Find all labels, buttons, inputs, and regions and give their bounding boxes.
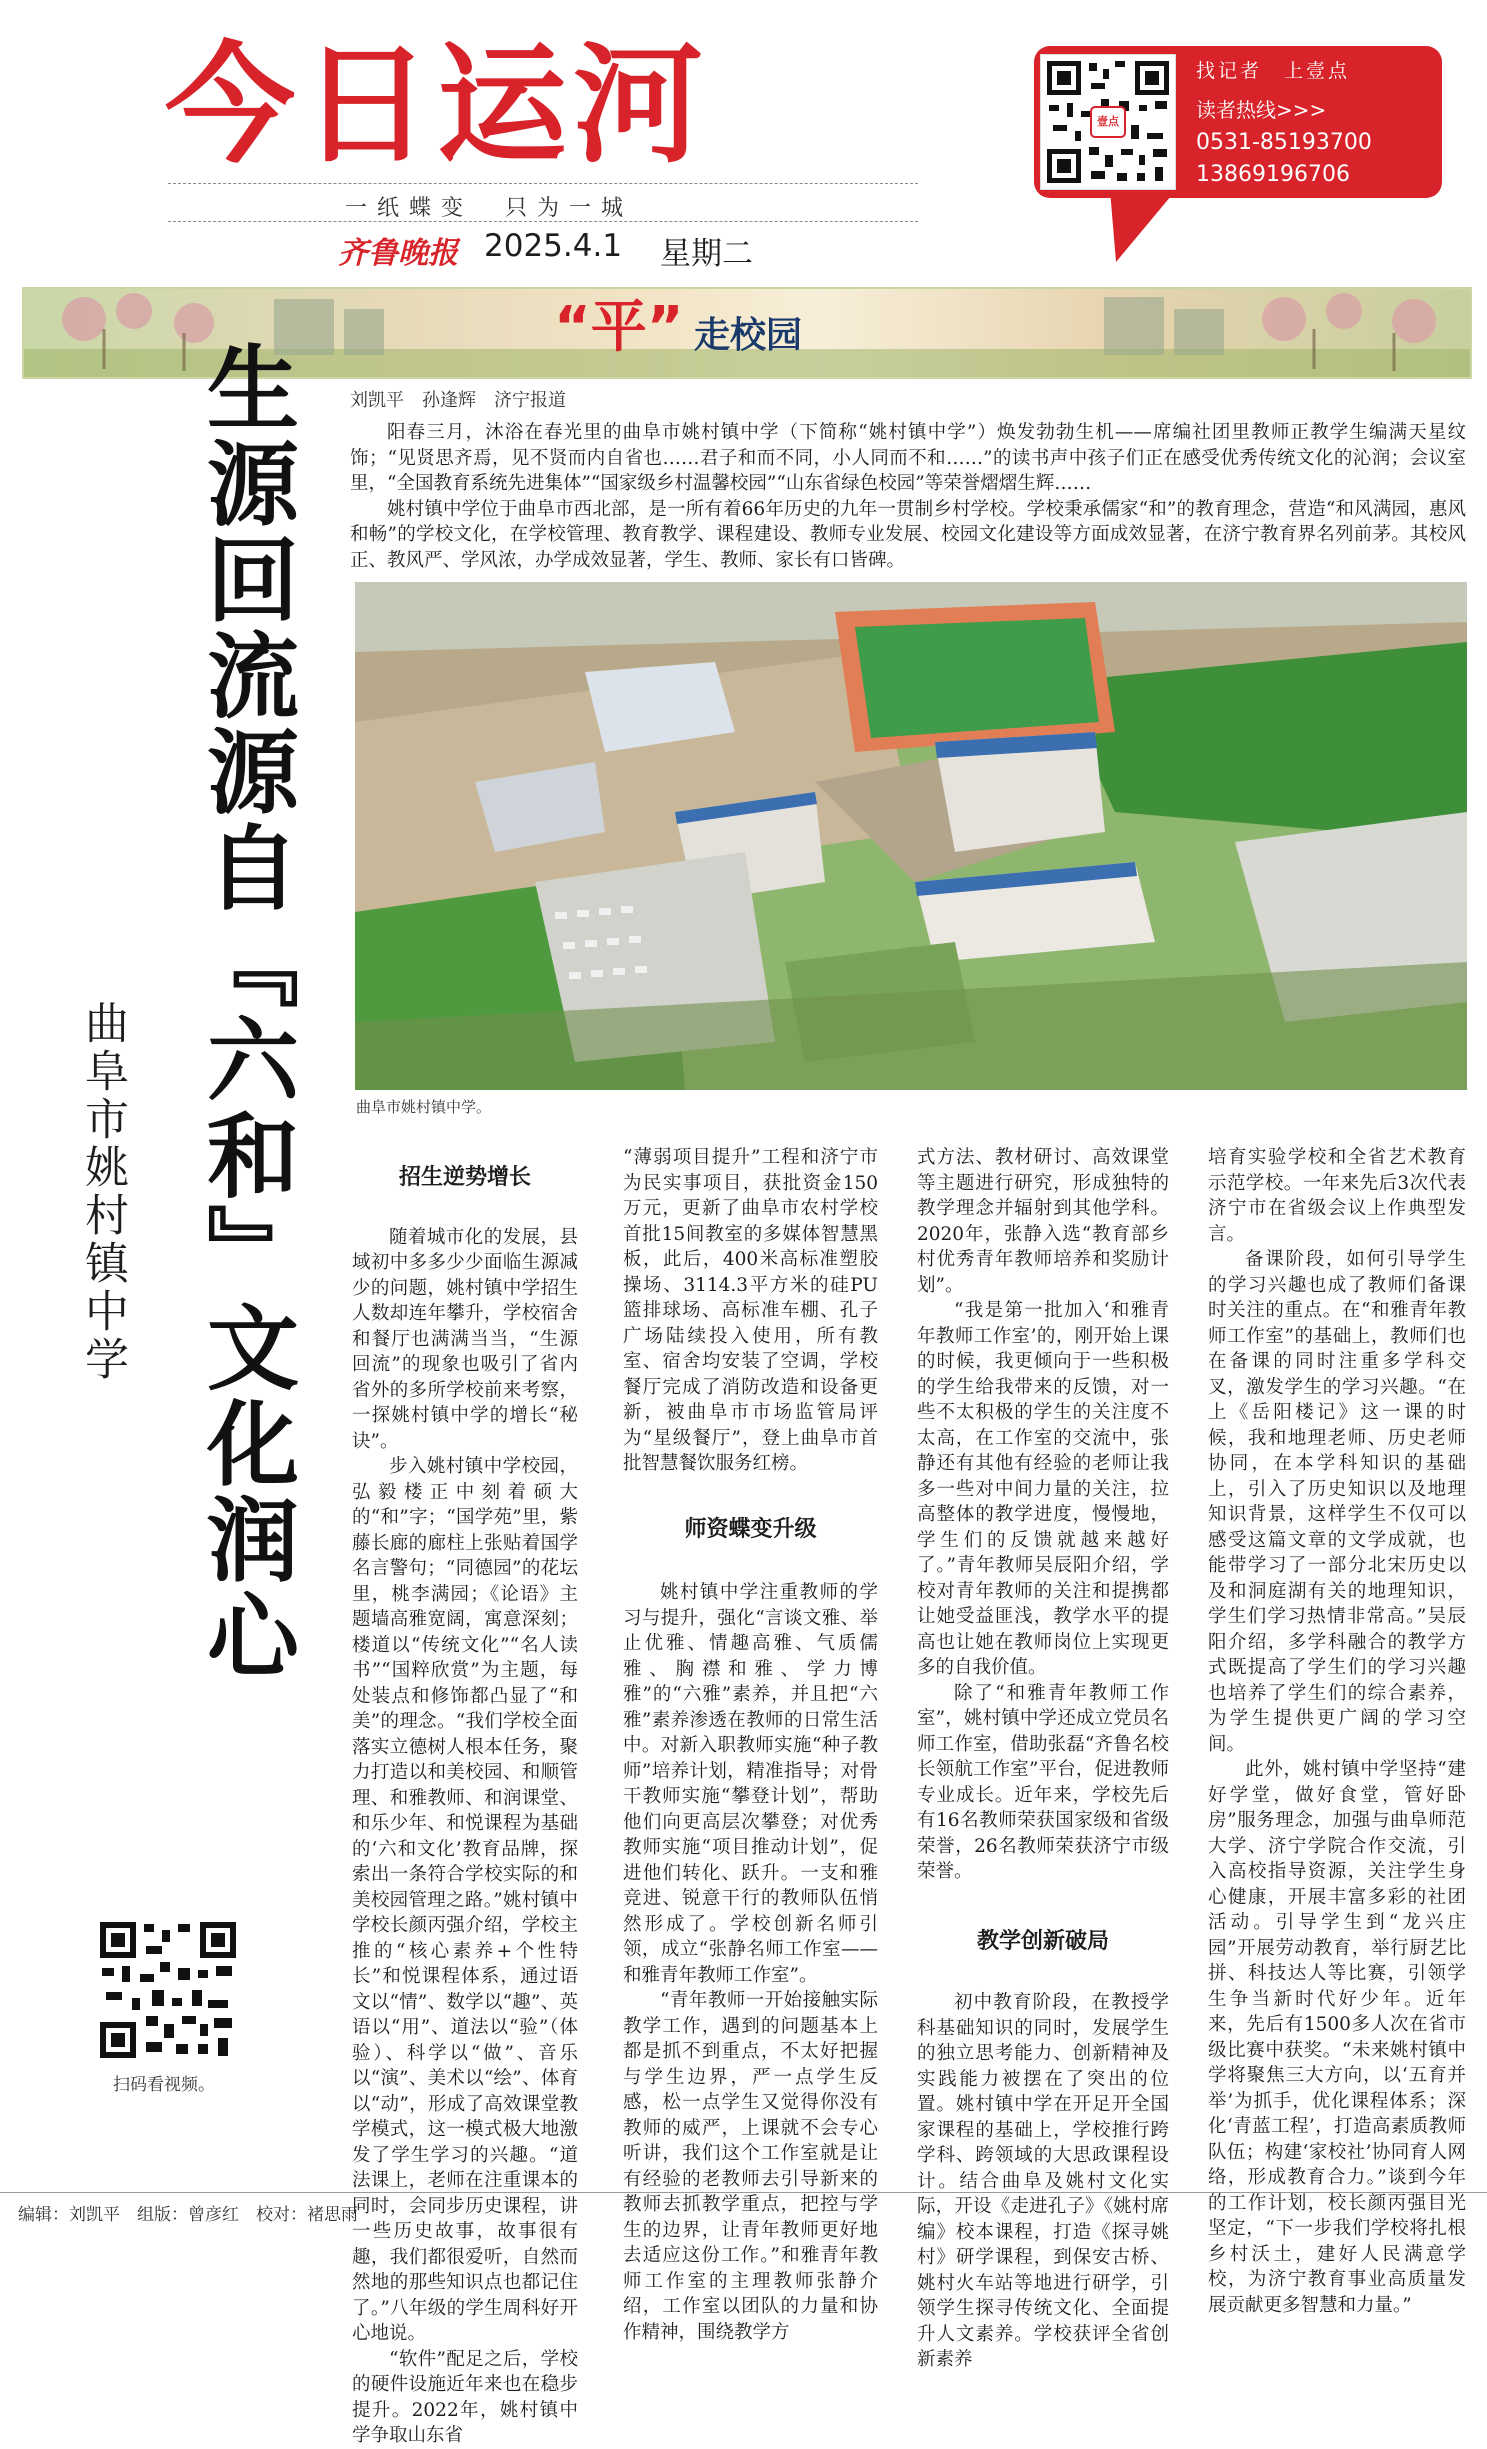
banner-title-quoted: “平” xyxy=(554,295,684,360)
paragraph: 除了“和雅青年教师工作室”，姚村镇中学还成立党员名师工作室，借助张磊“齐鲁名校长领航工作室”平台，促进教师专业成长。近年来，学校先后有16名教师荣获国家级和省级荣誉，26名教师荣获济宁市级荣誉。 xyxy=(917,1682,1169,1882)
qr-caption: 扫码看视频。 xyxy=(113,2075,215,2095)
newspaper-brand: 齐鲁晚报 xyxy=(338,236,458,271)
photo-caption: 曲阜市姚村镇中学。 xyxy=(356,1098,492,1116)
paragraph: 步入姚村镇中学校园，弘毅楼正中刻着硕大的“和”字；“国学苑”里，紫藤长廊的廊柱上张贴着国学名言警句；“同德园”的花坛里，桃李满园；《论语》主题墙高雅宽阔，寓意深刻；楼道以“传统文化”“名人读书”“国粹欣赏”为主题，每处装点和修饰都凸显了“和美”的理念。“我们学校全面落实立德树人根本任务，聚力打造以和美校园、和顺管理、和雅教师、和润课堂、和乐少年、和悦课程为基础的‘六和文化’教育品牌，探索出一条符合学校实际的和美校园管理之路。”姚村镇中学校长颜丙强介绍，学校主推的“核心素养+个性特长”和悦课程体系，通过语文以“情”、数学以“趣”、英语以“用”、道法以“验”（体验）、科学以“做”、音乐以“演”、美术以“绘”、体育以“动”，形成了高效课堂教学模式，这一模式极大地激发了学生学习的兴趣。“道法课上，老师在注重课本的同时，会同步历史课程，讲一些历史故事，故事很有趣，我们都很爱听，自然而然地的那些知识点也都记住了。”八年级的学生周科好开心地说。 xyxy=(352,1456,578,2344)
article-column-2 xyxy=(623,1145,878,2345)
hotline-qr-code[interactable] xyxy=(1040,54,1176,190)
school-aerial-photo xyxy=(355,582,1467,1090)
paragraph: 备课阶段，如何引导学生的学习兴趣也成了教师们备课时关注的重点。在“和雅青年教师工作室”的基础上，教师们也在备课的同时注重多学科交叉，激发学生的学习兴趣。“在上《岳阳楼记》这一课的时候，我和地理老师、历史老师协同，在本学科知识的基础上，引入了历史知识以及地理知识背景，这样学生不仅可以感受这篇文章的文学成就，也能带学习了一部分北宋历史以及和洞庭湖有关的地理知识，学生们学习热情非常高。”吴辰阳介绍，多学科融合的教学方式既提高了学生们的学习兴趣也培养了学生们的综合素养，为学生提供更广阔的学习空间。 xyxy=(1208,1249,1466,1755)
masthead-slogan: 一纸蝶变 只为一城 xyxy=(345,196,634,221)
lede-paragraph-2: 姚村镇中学位于曲阜市西北部，是一所有着66年历史的九年一贯制乡村学校。学校秉承儒家“和”的教育理念，营造“和风满园，惠风和畅”的学校文化，在学校管理、教育教学、课程建设、教师专业发展、校园文化建设等方面成效显著，在济宁教育界名列前茅。其校风正、教风严、学风浓，办学成效显著，学生、教师、家长有口皆碑。 xyxy=(350,498,1466,571)
masthead-title: 今日运河 xyxy=(165,29,710,181)
paragraph: “青年教师一开始接触实际教学工作，遇到的问题基本上都是抓不到重点，不太好把握与学生边界，严一点学生反感，松一点学生又觉得你没有教师的威严，上课就不会专心听讲，我们这个工作室就是让有经验的老教师去引导新来的教师去抓教学重点，把控与学生的边界，让青年教师更好地去适应这份工作。”和雅青年教师工作室的主理教师张静介绍，工作室以团队的力量和协作精神，围绕教学方 xyxy=(623,1990,878,2343)
paragraph: “软件”配足之后，学校的硬件设施近年来也在稳步提升。2022年，姚村镇中学争取山东省 xyxy=(352,2348,578,2446)
section-heading-enrollment: 招生逆势增长 xyxy=(398,1165,531,1190)
lede xyxy=(350,420,1466,573)
qr-code-icon xyxy=(98,1920,238,2060)
issue-date: 2025.4.1 xyxy=(484,228,623,264)
hotline-phone-landline[interactable]: 0531-85193700 xyxy=(1196,130,1372,155)
hotline-find-reporter: 找记者 上壹点 xyxy=(1196,60,1351,82)
masthead-rule-top xyxy=(168,183,918,184)
lede-paragraph-1: 阳春三月，沐浴在春光里的曲阜市姚村镇中学（下简称“姚村镇中学”）焕发勃勃生机——席编社团里教师正教学生编满天星纹饰；“见贤思齐焉，见不贤而内自省也……君子和而不同，小人同而不和……”的读书声中孩子们正在感受优秀传统文化的沁润；会议室里，“全国教育系统先进集体”“国家级乡村温馨校园”“山东省绿色校园”等荣誉熠熠生辉…… xyxy=(350,422,1466,494)
hotline-bubble xyxy=(1034,46,1442,198)
hotline-phone-mobile[interactable]: 13869196706 xyxy=(1196,162,1350,187)
school-aerial-illustration xyxy=(355,582,1467,1090)
paragraph: “我是第一批加入‘和雅青年教师工作室’的，刚开始上课的时候，我更倾向于一些积极的学生给我带来的反馈，对一些不太积极的学生的关注度不太高，在工作室的交流中，张静还有其他有经验的老师让我多一些对中间力量的关注，拉高整体的教学进度，慢慢地，学生们的反馈就越来越好了。”青年教师吴辰阳介绍，学校对青年教师的关注和提携都让她受益匪浅，教学水平的提高也让她在教师岗位上实现更多的自我价值。 xyxy=(917,1300,1169,1678)
section-heading-teachers: 师资蝶变升级 xyxy=(684,1516,817,1542)
banner-title-rest: 走校园 xyxy=(694,315,803,356)
paragraph: 随着城市化的发展，县域初中多多少少面临生源减少的问题，姚村镇中学招生人数却连年攀升，学校宿舍和餐厅也满满当当，“生源回流”的现象也吸引了省内省外的多所学校前来考察，一探姚村镇中学的增长“秘诀”。 xyxy=(352,1226,578,1452)
paragraph: 培育实验学校和全省艺术教育示范学校。一年来先后3次代表济宁市在省级会议上作典型发言。 xyxy=(1208,1147,1466,1245)
article-column-1 xyxy=(352,1165,578,2449)
issue-weekday: 星期二 xyxy=(660,236,753,272)
section-heading-innovation: 教学创新破局 xyxy=(976,1928,1109,1954)
article-column-4 xyxy=(1208,1145,1466,2318)
paragraph: 此外，姚村镇中学坚持“建好学堂，做好食堂，管好卧房”服务理念，加强与曲阜师范大学、济宁学院合作交流，引入高校指导资源，关注学生身心健康，开展丰富多彩的社团活动。引导学生到“龙兴庄园”开展劳动教育，举行厨艺比拼、科技达人等比赛，引领学生争当新时代好少年。近年来，先后有1500多人次在省市级比赛中获奖。“未来姚村镇中学将聚焦三大方向，以‘五育并举’为抓手，优化课程体系；深化‘青蓝工程’，打造高素质教师队伍；构建‘家校社’协同育人网络，形成教育合力。”谈到今年的工作计划，校长颜丙强目光坚定，“下一步我们学校将扎根乡村沃土，建好人民满意学校，为济宁教育事业高质量发展贡献更多智慧和力量。” xyxy=(1208,1759,1466,2316)
video-qr-code[interactable] xyxy=(98,1920,238,2060)
footer-credits: 编辑：刘凯平 组版：曾彦红 校对：褚思雨 xyxy=(18,2205,358,2225)
paragraph: 初中教育阶段，在教授学科基础知识的同时，发展学生的独立思考能力、创新精神及实践能力被摆在了突出的位置。姚村镇中学在开足开全国家课程的基础上，学校推行跨学科、跨领域的大思政课程设计。结合曲阜及姚村文化实际，开设《走进孔子》《姚村席编》校本课程，打造《探寻姚村》研学课程，到保安古桥、姚村火车站等地进行研学，引领学生探寻传统文化、全面提升人文素养。学校获评全省创新素养 xyxy=(917,1992,1169,2370)
hotline-label: 读者热线>>> xyxy=(1196,98,1327,122)
paragraph: 姚村镇中学注重教师的学习与提升，强化“言谈文雅、举止优雅、情趣高雅、气质儒雅、胸襟和雅、学力博雅”的“六雅”素养，并且把“六雅”素养渗透在教师的日常生活中。对新入职教师实施“种子教师”培养计划，精准指导；对骨干教师实施“攀登计划”，帮助他们向更高层次攀登；对优秀教师实施“项目推动计划”，促进他们转化、跃升。一支和雅竞进、锐意干行的教师队伍悄然形成了。学校创新名师引领，成立“张静名师工作室——和雅青年教师工作室”。 xyxy=(623,1582,878,1986)
qr-badge: 壹点 xyxy=(1097,115,1119,128)
headline: 生源回流源自『六和』文化润心 xyxy=(192,340,299,1684)
byline: 刘凯平 孙逢辉 济宁报道 xyxy=(350,390,566,411)
article-column-3 xyxy=(917,1145,1169,2373)
footer-rule xyxy=(0,2192,1487,2193)
paragraph: 式方法、教材研讨、高效课堂等主题进行研究，形成独特的教学理念并辐射到其他学科。2020年，张静入选“教育部乡村优秀青年教师培养和奖励计划”。 xyxy=(917,1147,1169,1296)
masthead-rule-bottom xyxy=(168,221,918,222)
paragraph: “薄弱项目提升”工程和济宁市为民实事项目，获批资金150万元，更新了曲阜市农村学校首批15间教室的多媒体智慧黑板，此后，400米高标准塑胶操场、3114.3平方米的硅PU篮排球场、高标准车棚、孔子广场陆续投入使用，所有教室、宿舍均安装了空调，学校餐厅完成了消防改造和设备更新，被曲阜市市场监管局评为“星级餐厅”，登上曲阜市首批智慧餐饮服务红榜。 xyxy=(623,1147,878,1474)
hotline-bubble-tail xyxy=(1110,190,1176,262)
subtitle: 曲阜市姚村镇中学 xyxy=(77,1000,128,1384)
